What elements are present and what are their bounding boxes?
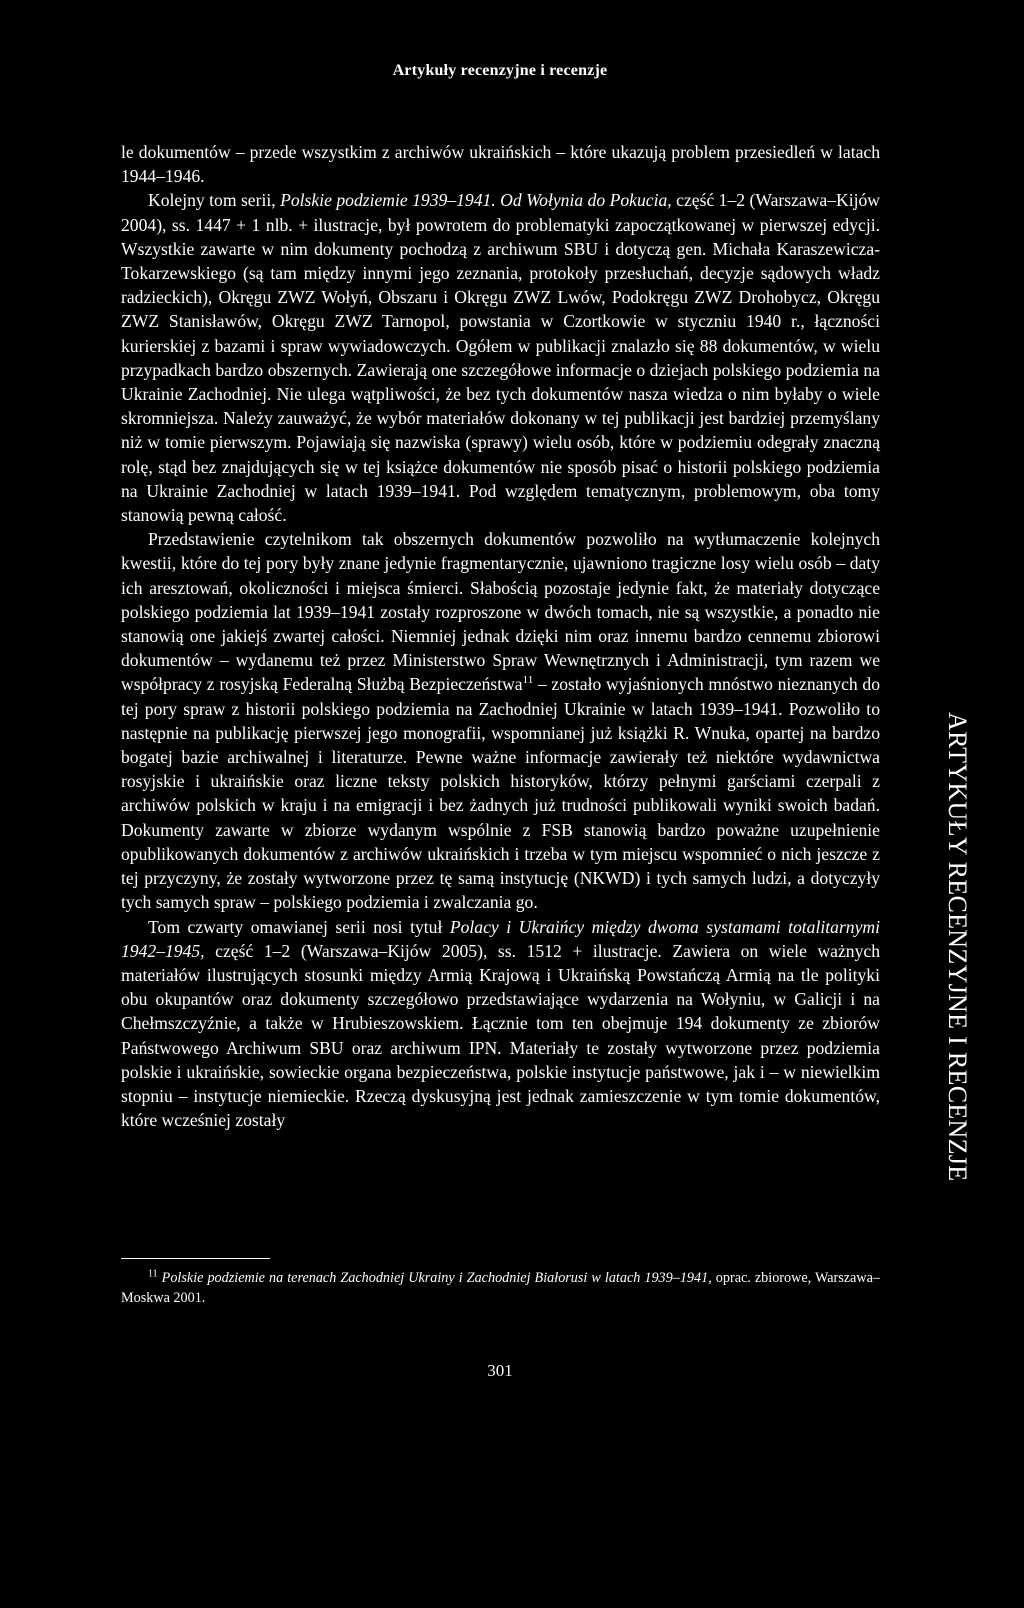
series-title-volume-3: Polskie podziemie 1939–1941. Od Wołynia do Pokucia, (280, 190, 672, 211)
paragraph-3 (121, 527, 880, 914)
paragraph-1: le dokumentów – przede wszystkim z archiwów ukraińskich – które ukazują problem przesiedleń w latach 1944–1946. (121, 142, 880, 187)
page-number: 301 (487, 1361, 513, 1380)
paragraph-2-text-a: Kolejny tom serii, (148, 190, 281, 211)
side-banner-text: ARTYKUŁY RECENZYJNE I RECENZJE (943, 712, 972, 1182)
running-header: Artykuły recenzyjne i recenzje (392, 62, 608, 79)
footnote-divider (121, 1258, 270, 1259)
paragraph-2 (121, 188, 880, 527)
footnote-text (121, 1269, 880, 1308)
footnote-title: Polskie podziemie na terenach Zachodniej Ukrainy i Zachodniej Białorusi w latach 1939–1941, (161, 1270, 712, 1286)
footnote-number: 11 (148, 1268, 158, 1280)
footnote-rest: oprac. zbiorowe, Warszawa–Moskwa 2001. (121, 1270, 880, 1306)
paragraph-4-text-b: część 1–2 (Warszawa–Kijów 2005), ss. 1512 + ilustracje. Zawiera on wiele ważnych materiałów ilustrujących stosunki między Armią Krajową i Ukraińską Powstańczą Armią na tle polityki obu okupantów oraz dokumenty szczegółowo przedstawiające wydarzenia na Wołyniu, w Galicji i na Chełmszczyźnie, a także w Hrubieszowskiem. Łącznie tom ten obejmuje 194 dokumenty ze zbiorów Państwowego Archiwum SBU oraz archiwum IPN. Materiały te zostały wytworzone przez podziemia polskie i ukraińskie, sowieckie organa bezpieczeństwa, polskie instytucje państwowe, jak i – w niewielkim stopniu – instytucje niemieckie. Rzeczą dyskusyjną jest jednak zamieszczenie w tym tomie dokumentów, które wcześniej zostały (121, 940, 880, 1131)
paragraph-2-text-b: część 1–2 (Warszawa–Kijów 2004), ss. 1447 + 1 nlb. + ilustracje, był powrotem do problematyki zapoczątkowanej w pierwszej edycji. Wszystkie zawarte w nim dokumenty pochodzą z archiwum SBU i dotyczą gen. Michała Karaszewicza-Tokarzewskiego (są tam między innymi jego zeznania, protokoły przesłuchań, decyzje sądowych władz radzieckich), Okręgu ZWZ Wołyń, Obszaru i Okręgu ZWZ Lwów, Podokręgu ZWZ Drohobycz, Okręgu ZWZ Stanisławów, Okręgu ZWZ Tarnopol, powstania w Czortkowie w styczniu 1940 r., łączności kurierskiej z bazami i spraw wywiadowczych. Ogółem w publikacji znalazło się 88 dokumentów, w wielu przypadkach bardzo obszernych. Zawierają one szczegółowe informacje o dziejach polskiego podziemia na Ukrainie Zachodniej. Nie ulega wątpliwości, że bez tych dokumentów nasza wiedza o nim byłaby o wiele skromniejsza. Należy zauważyć, że wybór materiałów dokonany w tej publikacji jest bardziej przemyślany niż w tomie pierwszym. Pojawiają się nazwiska (sprawy) wielu osób, które w podziemiu odegrały znaczną rolę, stąd bez znajdujących się w tej książce dokumentów nie sposób pisać o historii polskiego podziemia na Ukrainie Zachodniej w latach 1939–1941. Pod względem tematycznym, problemowym, oba tomy stanowią pewną całość. (121, 190, 881, 526)
footnote-area (121, 1258, 880, 1308)
body-text (121, 140, 880, 1132)
footnote-ref-11: 11 (522, 674, 534, 687)
side-banner (944, 712, 970, 1608)
paragraph-4-text-a: Tom czwarty omawianej serii nosi tytuł (148, 916, 450, 937)
paragraph-4 (121, 915, 880, 1133)
series-title-volume-4: Polacy i Ukraińcy między dwoma systamami totalitarnymi 1942–1945, (121, 916, 880, 961)
paragraph-3-text-a: Przedstawienie czytelnikom tak obszernych dokumentów pozwoliło na wytłumaczenie kolejnych kwestii, które do tej pory były znane jedynie fragmentarycznie, ujawniono tragiczne losy wielu osób – daty ich aresztowań, okoliczności i miejsca śmierci. Słabością pozostaje jedynie fakt, że materiały dotyczące polskiego podziemia lat 1939–1941 zostały rozproszone w dwóch tomach, nie są wszystkie, a ponadto nie stanowią one jakiejś zwartej całości. Niemniej jednak dzięki nim oraz innemu bardzo cennemu zbiorowi dokumentów – wydanemu też przez Ministerstwo Spraw Wewnętrznych i Administracji, tym razem we współpracy z rosyjską Federalną Służbą Bezpieczeństwa (121, 529, 880, 695)
paragraph-3-text-b: – zostało wyjaśnionych mnóstwo nieznanych do tej pory spraw z historii polskiego podziemia na Zachodniej Ukrainie w latach 1939–1941. Pozwoliło to następnie na publikację pierwszej jego monografii, wspomnianej już książki R. Wnuka, opartej na bardzo bogatej bazie archiwalnej i literaturze. Pewne ważne informacje zawierały też niektóre wydawnictwa rosyjskie i ukraińskie oraz liczne teksty polskich historyków, którzy pełnymi garściami czerpali z archiwów polskich w kraju i na emigracji i bez żadnych już trudności publikowali wyniki swoich badań. Dokumenty zawarte w zbiorze wydanym wspólnie z FSB stanowią bardzo poważne uzupełnienie opublikowanych dokumentów z archiwów ukraińskich i trzeba w tym miejscu wspomnieć o nich jeszcze z tej przyczyny, że zostały wytworzone przez tę samą instytucję (NKWD) i tych samych ludzi, a dotyczyły tych samych spraw – polskiego podziemia i zwalczania go. (121, 674, 880, 913)
